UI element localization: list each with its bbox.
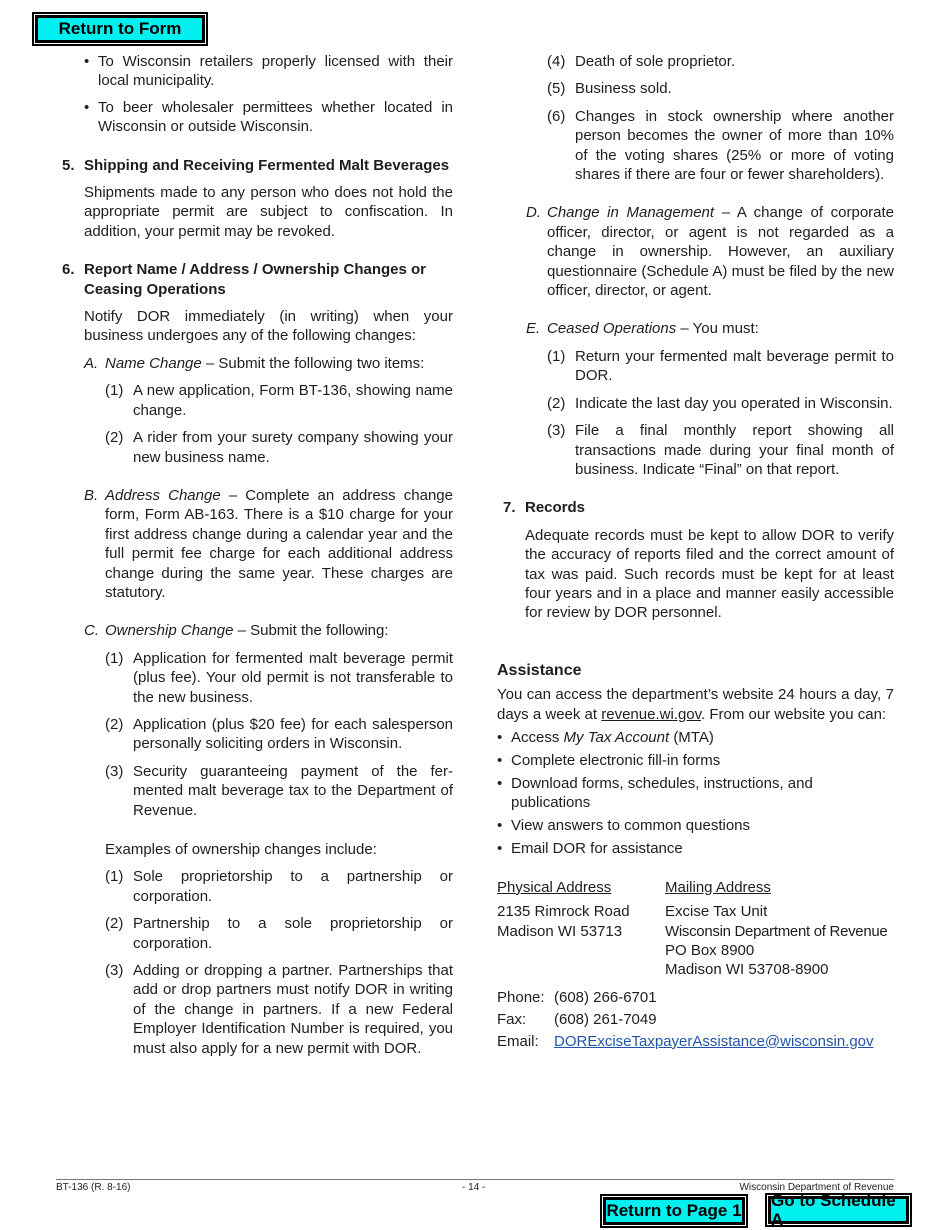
list-item: (1) Application for fermented malt beverage permit (plus fee). Your old permit is not transferable to the new business. (105, 649, 453, 706)
list-item: • Email DOR for assistance (497, 840, 683, 858)
phone-number: (608) 266-6701 (554, 988, 657, 1006)
bullet-icon: • (84, 53, 90, 70)
mailing-address-label: Mailing Address (665, 878, 771, 896)
list-item: (6) Changes in stock ownership where another person becomes the owner of more than 10% of the voting shares (25% or more of voting shares if there are four or fewer shareholders). (547, 107, 894, 184)
section-5-heading: 5. Shipping and Receiving Fermented Malt Beverages (62, 156, 450, 174)
list-item: (1) Sole proprietorship to a partnership or corporation. (105, 868, 453, 905)
footer-rule (56, 1179, 894, 1180)
change-in-management: D. Change in Management – A change of corporate officer, director, or agent is not regarded as a change in ownership. However, an auxiliary questionnaire (Schedule A) must be filed by the new officer, director, or agent. (526, 204, 895, 300)
go-to-schedule-a-button[interactable]: Go to Schedule A (768, 1196, 909, 1224)
agency-name: Wisconsin Department of Revenue (739, 1182, 894, 1193)
bullet-icon: • (497, 774, 503, 792)
list-item: • To beer wholesaler permittees whether located in Wisconsin or outside Wisconsin. (84, 98, 453, 136)
list-item: (3) File a final monthly report showing all transactions made during your final month of business. Indicate “Final” on that report. (547, 422, 894, 478)
name-change: A. Name Change – Submit the following two items: (84, 354, 425, 372)
list-item: • Access My Tax Account (MTA) (497, 728, 714, 746)
section-6-heading: 6. Report Name / Address / Ownership Changes or Ceasing Operations (62, 261, 427, 298)
right-column (497, 52, 894, 1058)
list-item: (2) Indicate the last day you operated in Wisconsin. (547, 394, 893, 412)
assistance-heading: Assistance (497, 661, 582, 679)
list-item: (1) A new application, Form BT-136, showing name change. (105, 382, 453, 419)
bullet-icon: • (497, 751, 503, 769)
section-5-body: Shipments made to any person who does not hold the appropriate permit are subject to confiscation. In addition, your permit may be revoked. (84, 184, 453, 240)
return-to-page-1-button[interactable]: Return to Page 1 (603, 1197, 745, 1225)
section-6-intro: Notify DOR immediately (in writing) when your business undergoes any of the following changes: (84, 308, 453, 345)
fax-number: (608) 261-7049 (554, 1010, 657, 1028)
form-id: BT-136 (R. 8-16) (56, 1182, 131, 1193)
bullet-icon: • (497, 817, 503, 835)
physical-address-label: Physical Address (497, 878, 612, 896)
list-item: (3) Security guaranteeing payment of the fermented malt beverage tax to the Department of Revenue. (105, 762, 453, 819)
bullet-icon: • (497, 728, 503, 746)
addresses (497, 878, 894, 988)
section-7-body: Adequate records must be kept to allow DOR to verify the accuracy of reports filed and the correct amount of tax was paid. Such records must be kept for at least four years and in a place and manner easily accessible for review by DOR personnel. (525, 526, 894, 622)
website-link[interactable]: revenue.wi.gov (601, 705, 702, 723)
return-to-form-button[interactable]: Return to Form (35, 15, 205, 43)
bullet-icon: • (497, 840, 503, 858)
left-column (62, 52, 453, 1058)
list-item: • To Wisconsin retailers properly licensed with their local municipality. (84, 53, 453, 90)
list-item: (2) Partnership to a sole proprietorship or corporation. (105, 915, 453, 952)
list-item: • Download forms, schedules, instructions, and publications (497, 774, 813, 812)
examples-intro: Examples of ownership changes include: (105, 841, 377, 858)
list-item: (5) Business sold. (547, 80, 672, 98)
physical-address: Physical Address 2135 Rimrock Road Madison WI 53713 (497, 878, 657, 941)
list-item: (2) Application (plus $20 fee) for each salesperson personally soliciting orders in Wisconsin. (105, 715, 453, 753)
email-link[interactable]: DORExciseTaxpayerAssistance@wisconsin.gov (554, 1032, 874, 1050)
address-change: B. Address Change – Complete an address change form, Form AB-163. There is a $10 charge for your first address change during a calendar year and the full permit fee charge for each additional address change during the same year. These charges are statutory. (84, 486, 453, 601)
bullet-icon: • (84, 98, 90, 116)
list-item: • View answers to common questions (497, 817, 751, 835)
ownership-change: C. Ownership Change – Submit the following: (84, 622, 389, 640)
assistance-intro: You can access the department’s website 24 hours a day, 7 days a week at revenue.wi.gov. From our website you can: (497, 686, 894, 723)
list-item: (4) Death of sole proprietor. (547, 53, 736, 70)
list-item: (1) Return your fermented malt beverage permit to DOR. (547, 347, 894, 385)
section-7-heading: 7. Records (503, 499, 586, 517)
ceased-operations: E. Ceased Operations – You must: (526, 320, 759, 338)
list-item: • Complete electronic fill-in forms (497, 751, 721, 769)
page-number: - 14 - (462, 1182, 486, 1193)
list-item: (3) Adding or dropping a partner. Partnerships that add or drop partners must notify DOR in writing of the change in partners. If a new Federal Employer Identification Number is required, you must also apply for a new permit with DOR. (105, 962, 453, 1057)
list-item: (2) A rider from your surety company showing your new business name. (105, 429, 453, 466)
mailing-address: Mailing Address Excise Tax Unit Wisconsin Department of Revenue PO Box 8900 Madison WI 53708-8900 (665, 878, 897, 980)
contact-info: Phone: (608) 266-6701 Fax: (608) 261-7049 Email: DORExciseTaxpayerAssistance@wisconsin.gov (497, 988, 874, 1050)
